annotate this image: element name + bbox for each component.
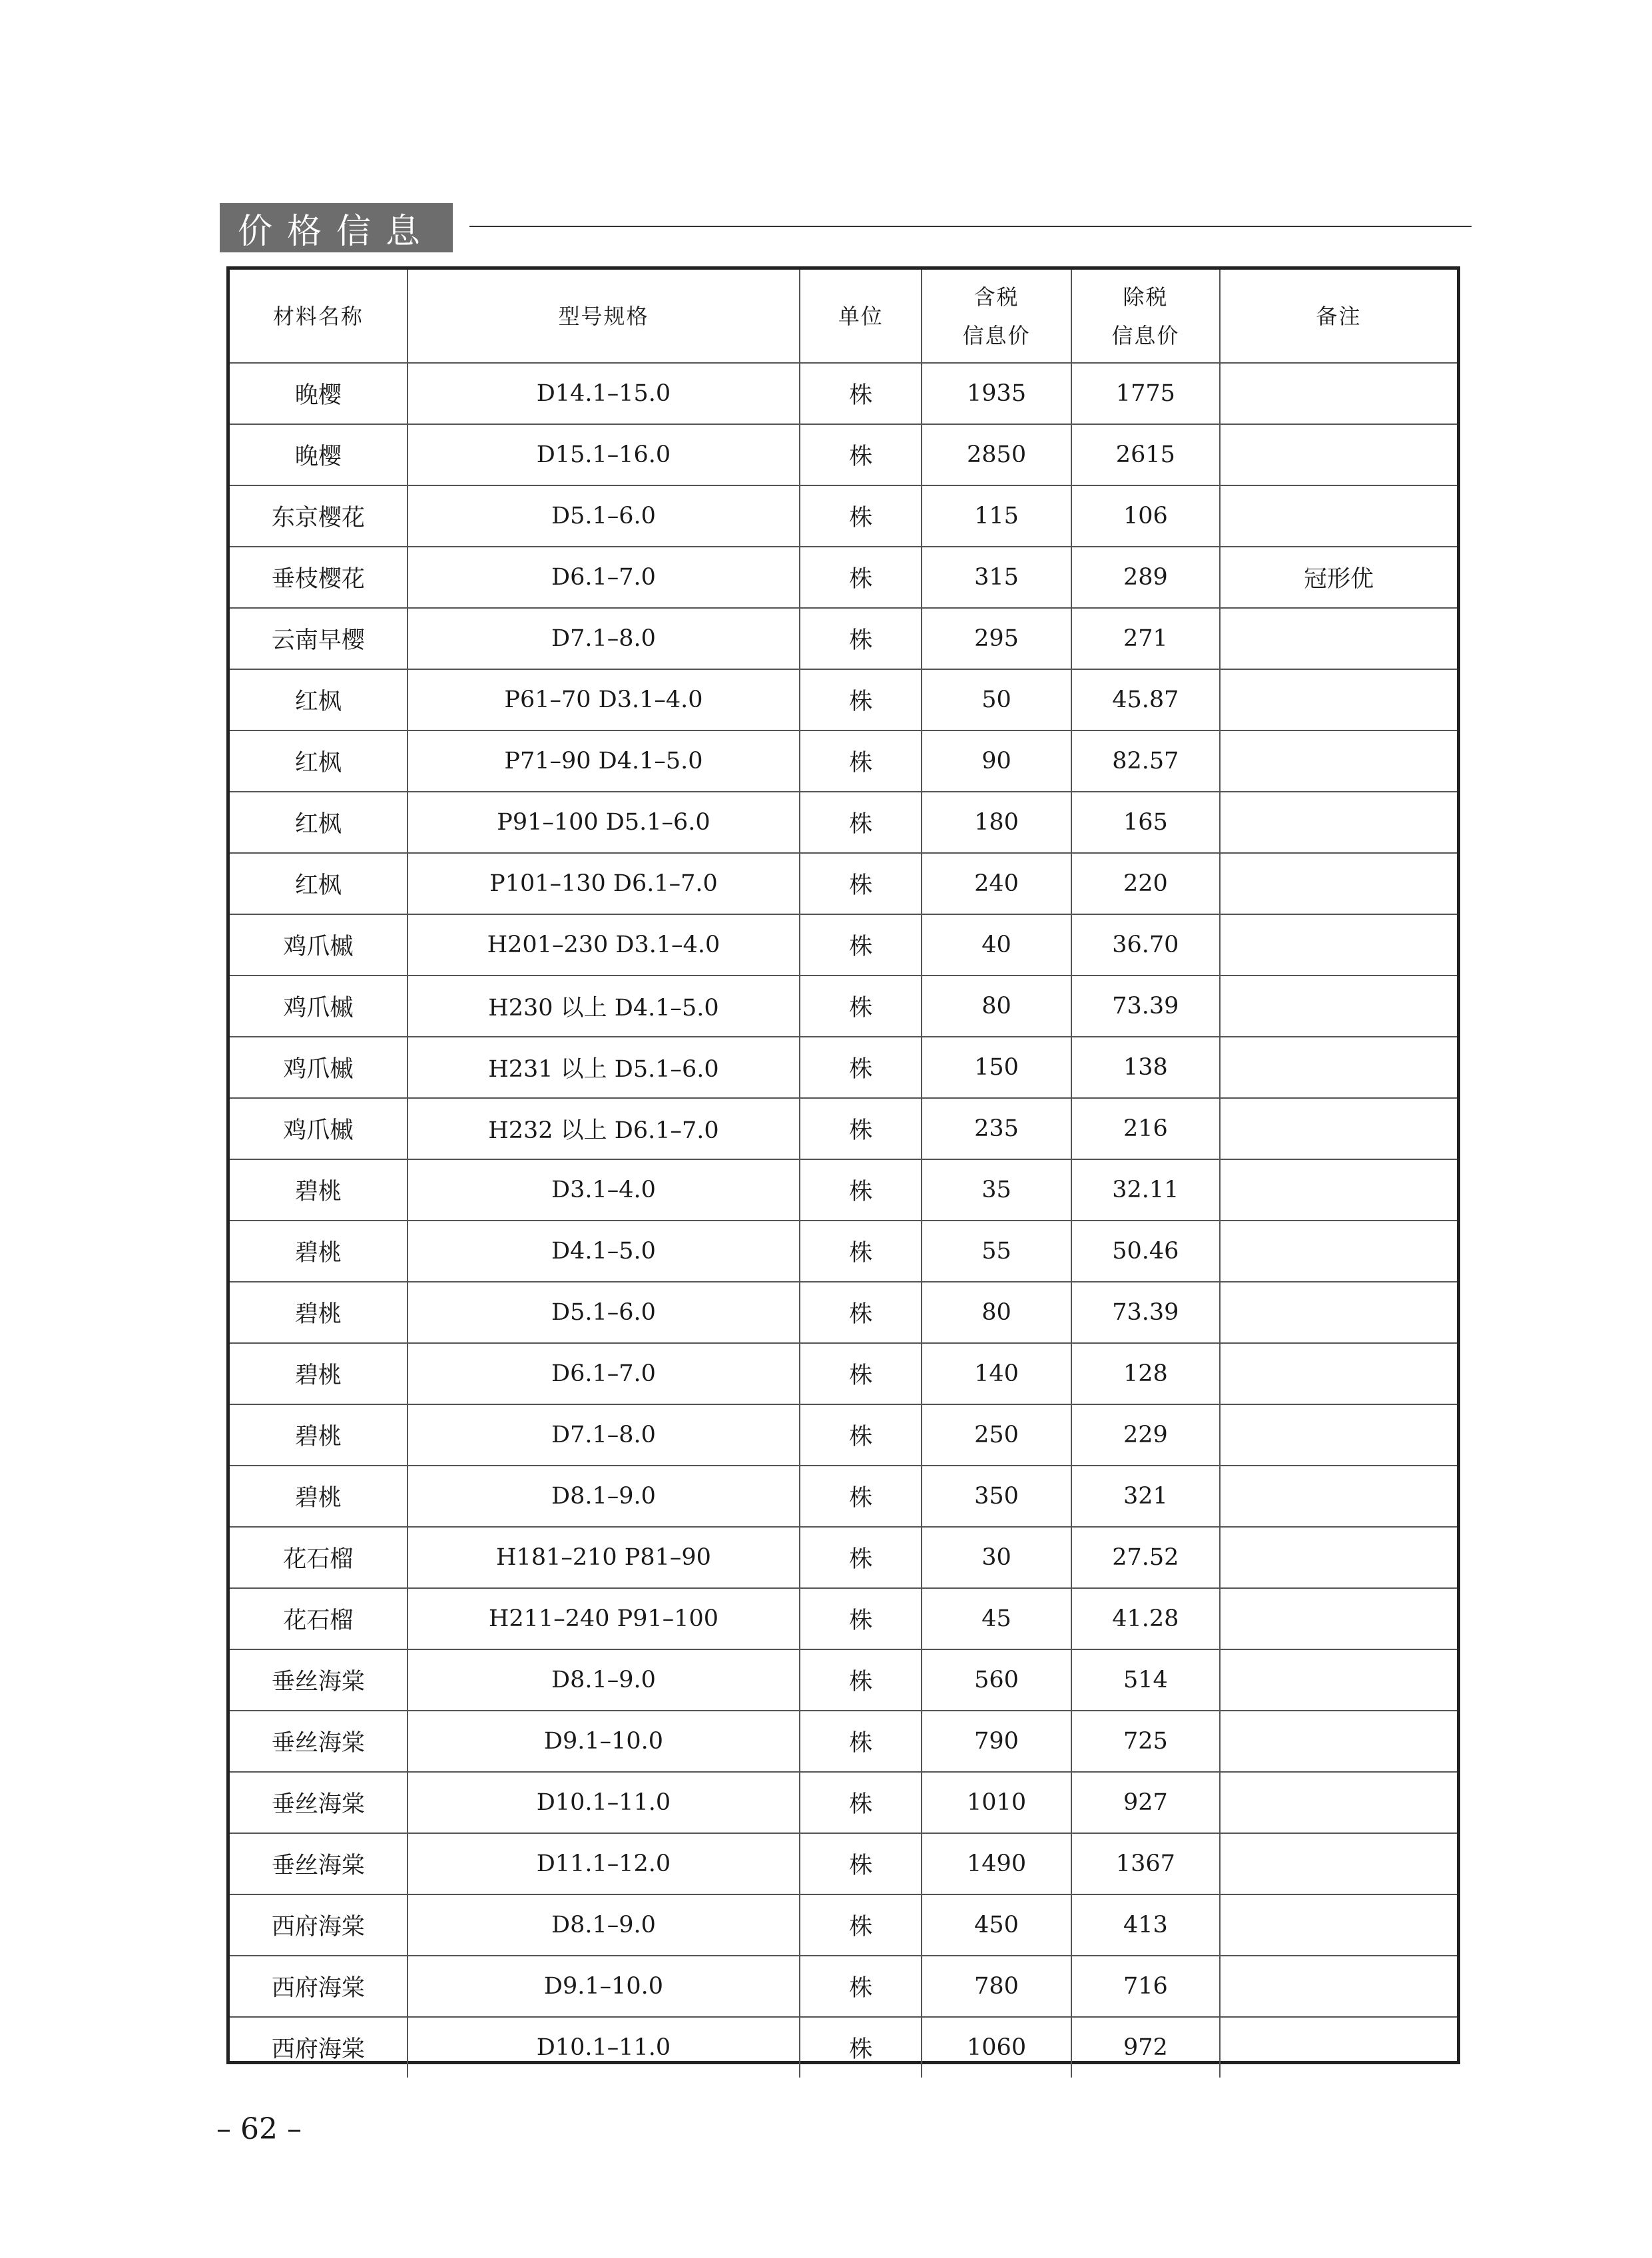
cell-unit: 株 bbox=[800, 608, 922, 669]
cell-unit: 株 bbox=[800, 669, 922, 730]
cell-material-name: 垂丝海棠 bbox=[230, 1711, 408, 1772]
cell-price-with-tax: 235 bbox=[922, 1098, 1071, 1159]
cell-price-with-tax: 450 bbox=[922, 1894, 1071, 1956]
cell-price-without-tax: 514 bbox=[1071, 1649, 1220, 1711]
cell-unit: 株 bbox=[800, 2017, 922, 2078]
cell-remark bbox=[1220, 1588, 1457, 1649]
cell-price-with-tax: 1010 bbox=[922, 1772, 1071, 1833]
header-price-without-tax bbox=[1071, 270, 1220, 363]
table-row bbox=[230, 424, 1457, 485]
cell-unit: 株 bbox=[800, 1159, 922, 1221]
cell-remark bbox=[1220, 669, 1457, 730]
table-row bbox=[230, 1649, 1457, 1711]
cell-material-name: 碧桃 bbox=[230, 1159, 408, 1221]
cell-price-without-tax: 41.28 bbox=[1071, 1588, 1220, 1649]
cell-price-with-tax: 35 bbox=[922, 1159, 1071, 1221]
cell-price-without-tax: 50.46 bbox=[1071, 1221, 1220, 1282]
cell-remark bbox=[1220, 1527, 1457, 1588]
header-price-with-tax bbox=[922, 270, 1071, 363]
cell-price-without-tax: 165 bbox=[1071, 792, 1220, 853]
cell-spec: D8.1–9.0 bbox=[408, 1466, 800, 1527]
cell-price-with-tax: 2850 bbox=[922, 424, 1071, 485]
table-row bbox=[230, 1037, 1457, 1098]
cell-material-name: 鸡爪槭 bbox=[230, 1037, 408, 1098]
header-price-without-tax-line1: 除税 bbox=[1123, 284, 1169, 310]
table-row bbox=[230, 363, 1457, 424]
price-table-frame bbox=[226, 266, 1460, 2064]
table-row bbox=[230, 976, 1457, 1037]
cell-price-without-tax: 271 bbox=[1071, 608, 1220, 669]
header-unit: 单位 bbox=[800, 270, 922, 363]
cell-price-without-tax: 1367 bbox=[1071, 1833, 1220, 1894]
cell-spec: D7.1–8.0 bbox=[408, 1404, 800, 1466]
cell-remark bbox=[1220, 1894, 1457, 1956]
cell-remark bbox=[1220, 792, 1457, 853]
cell-price-without-tax: 927 bbox=[1071, 1772, 1220, 1833]
cell-material-name: 垂枝樱花 bbox=[230, 547, 408, 608]
cell-unit: 株 bbox=[800, 1956, 922, 2017]
cell-material-name: 晚樱 bbox=[230, 363, 408, 424]
table-row bbox=[230, 1956, 1457, 2017]
cell-material-name: 西府海棠 bbox=[230, 1956, 408, 2017]
cell-unit: 株 bbox=[800, 976, 922, 1037]
table-row bbox=[230, 1282, 1457, 1343]
table-row bbox=[230, 1221, 1457, 1282]
table-row bbox=[230, 853, 1457, 914]
cell-remark bbox=[1220, 1404, 1457, 1466]
cell-remark bbox=[1220, 608, 1457, 669]
cell-material-name: 红枫 bbox=[230, 853, 408, 914]
cell-spec: D9.1–10.0 bbox=[408, 1711, 800, 1772]
cell-price-without-tax: 1775 bbox=[1071, 363, 1220, 424]
cell-material-name: 鸡爪槭 bbox=[230, 976, 408, 1037]
cell-remark: 冠形优 bbox=[1220, 547, 1457, 608]
section-title: 价格信息 bbox=[220, 203, 453, 252]
header-price-with-tax-line2: 信息价 bbox=[962, 322, 1031, 348]
cell-spec: P71–90 D4.1–5.0 bbox=[408, 730, 800, 792]
cell-price-with-tax: 560 bbox=[922, 1649, 1071, 1711]
cell-material-name: 东京樱花 bbox=[230, 485, 408, 547]
cell-price-without-tax: 216 bbox=[1071, 1098, 1220, 1159]
cell-price-with-tax: 1060 bbox=[922, 2017, 1071, 2078]
page-number: – 62 – bbox=[216, 2112, 302, 2146]
cell-spec: P91–100 D5.1–6.0 bbox=[408, 792, 800, 853]
cell-material-name: 云南早樱 bbox=[230, 608, 408, 669]
cell-unit: 株 bbox=[800, 1711, 922, 1772]
cell-remark bbox=[1220, 1833, 1457, 1894]
cell-unit: 株 bbox=[800, 1527, 922, 1588]
cell-spec: H230 以上 D4.1–5.0 bbox=[408, 976, 800, 1037]
cell-remark bbox=[1220, 1282, 1457, 1343]
cell-price-with-tax: 140 bbox=[922, 1343, 1071, 1404]
cell-unit: 株 bbox=[800, 1282, 922, 1343]
cell-price-without-tax: 289 bbox=[1071, 547, 1220, 608]
cell-material-name: 碧桃 bbox=[230, 1343, 408, 1404]
cell-material-name: 垂丝海棠 bbox=[230, 1833, 408, 1894]
table-row bbox=[230, 669, 1457, 730]
cell-material-name: 垂丝海棠 bbox=[230, 1772, 408, 1833]
cell-spec: H211–240 P91–100 bbox=[408, 1588, 800, 1649]
cell-spec: H232 以上 D6.1–7.0 bbox=[408, 1098, 800, 1159]
cell-spec: P101–130 D6.1–7.0 bbox=[408, 853, 800, 914]
cell-unit: 株 bbox=[800, 792, 922, 853]
cell-price-with-tax: 80 bbox=[922, 976, 1071, 1037]
table-row bbox=[230, 547, 1457, 608]
cell-price-without-tax: 27.52 bbox=[1071, 1527, 1220, 1588]
cell-material-name: 花石榴 bbox=[230, 1588, 408, 1649]
cell-price-without-tax: 220 bbox=[1071, 853, 1220, 914]
cell-unit: 株 bbox=[800, 853, 922, 914]
cell-material-name: 西府海棠 bbox=[230, 1894, 408, 1956]
cell-unit: 株 bbox=[800, 1466, 922, 1527]
cell-remark bbox=[1220, 2017, 1457, 2078]
cell-material-name: 西府海棠 bbox=[230, 2017, 408, 2078]
cell-price-without-tax: 2615 bbox=[1071, 424, 1220, 485]
cell-price-without-tax: 138 bbox=[1071, 1037, 1220, 1098]
table-row bbox=[230, 1772, 1457, 1833]
cell-price-without-tax: 321 bbox=[1071, 1466, 1220, 1527]
cell-spec: D11.1–12.0 bbox=[408, 1833, 800, 1894]
header-material-name: 材料名称 bbox=[230, 270, 408, 363]
cell-price-with-tax: 295 bbox=[922, 608, 1071, 669]
table-row bbox=[230, 792, 1457, 853]
table-row bbox=[230, 1894, 1457, 1956]
cell-spec: D6.1–7.0 bbox=[408, 1343, 800, 1404]
cell-unit: 株 bbox=[800, 1098, 922, 1159]
cell-remark bbox=[1220, 1772, 1457, 1833]
cell-price-with-tax: 40 bbox=[922, 914, 1071, 976]
cell-material-name: 鸡爪槭 bbox=[230, 1098, 408, 1159]
table-row bbox=[230, 608, 1457, 669]
table-row bbox=[230, 1159, 1457, 1221]
cell-price-with-tax: 90 bbox=[922, 730, 1071, 792]
table-row bbox=[230, 914, 1457, 976]
cell-price-with-tax: 80 bbox=[922, 1282, 1071, 1343]
cell-spec: D10.1–11.0 bbox=[408, 1772, 800, 1833]
cell-price-without-tax: 229 bbox=[1071, 1404, 1220, 1466]
cell-price-with-tax: 790 bbox=[922, 1711, 1071, 1772]
table-row bbox=[230, 1404, 1457, 1466]
cell-spec: H181–210 P81–90 bbox=[408, 1527, 800, 1588]
cell-material-name: 晚樱 bbox=[230, 424, 408, 485]
header-remark: 备注 bbox=[1220, 270, 1457, 363]
cell-spec: D3.1–4.0 bbox=[408, 1159, 800, 1221]
cell-price-with-tax: 150 bbox=[922, 1037, 1071, 1098]
cell-unit: 株 bbox=[800, 363, 922, 424]
cell-material-name: 碧桃 bbox=[230, 1282, 408, 1343]
cell-spec: D10.1–11.0 bbox=[408, 2017, 800, 2078]
cell-remark bbox=[1220, 1343, 1457, 1404]
cell-price-without-tax: 128 bbox=[1071, 1343, 1220, 1404]
table-row bbox=[230, 1098, 1457, 1159]
cell-spec: H201–230 D3.1–4.0 bbox=[408, 914, 800, 976]
cell-price-with-tax: 1935 bbox=[922, 363, 1071, 424]
cell-remark bbox=[1220, 1221, 1457, 1282]
cell-unit: 株 bbox=[800, 1221, 922, 1282]
cell-remark bbox=[1220, 485, 1457, 547]
cell-price-with-tax: 115 bbox=[922, 485, 1071, 547]
table-header-row bbox=[230, 270, 1457, 363]
cell-price-without-tax: 73.39 bbox=[1071, 1282, 1220, 1343]
cell-price-without-tax: 32.11 bbox=[1071, 1159, 1220, 1221]
cell-price-with-tax: 350 bbox=[922, 1466, 1071, 1527]
cell-remark bbox=[1220, 1711, 1457, 1772]
cell-spec: D6.1–7.0 bbox=[408, 547, 800, 608]
cell-price-without-tax: 36.70 bbox=[1071, 914, 1220, 976]
cell-price-with-tax: 50 bbox=[922, 669, 1071, 730]
cell-material-name: 鸡爪槭 bbox=[230, 914, 408, 976]
table-row bbox=[230, 730, 1457, 792]
cell-price-without-tax: 413 bbox=[1071, 1894, 1220, 1956]
cell-price-without-tax: 972 bbox=[1071, 2017, 1220, 2078]
cell-material-name: 碧桃 bbox=[230, 1404, 408, 1466]
table-row bbox=[230, 1527, 1457, 1588]
cell-price-with-tax: 180 bbox=[922, 792, 1071, 853]
cell-remark bbox=[1220, 1466, 1457, 1527]
cell-spec: D5.1–6.0 bbox=[408, 1282, 800, 1343]
cell-spec: D14.1–15.0 bbox=[408, 363, 800, 424]
cell-remark bbox=[1220, 914, 1457, 976]
header-price-with-tax-line1: 含税 bbox=[973, 284, 1019, 310]
cell-spec: H231 以上 D5.1–6.0 bbox=[408, 1037, 800, 1098]
cell-price-without-tax: 716 bbox=[1071, 1956, 1220, 2017]
cell-price-without-tax: 725 bbox=[1071, 1711, 1220, 1772]
cell-price-with-tax: 30 bbox=[922, 1527, 1071, 1588]
cell-remark bbox=[1220, 1098, 1457, 1159]
cell-price-with-tax: 240 bbox=[922, 853, 1071, 914]
table-row bbox=[230, 1466, 1457, 1527]
cell-unit: 株 bbox=[800, 1404, 922, 1466]
cell-spec: D9.1–10.0 bbox=[408, 1956, 800, 2017]
cell-remark bbox=[1220, 363, 1457, 424]
cell-unit: 株 bbox=[800, 1894, 922, 1956]
cell-material-name: 花石榴 bbox=[230, 1527, 408, 1588]
price-table bbox=[230, 270, 1457, 2078]
cell-spec: D4.1–5.0 bbox=[408, 1221, 800, 1282]
cell-remark bbox=[1220, 424, 1457, 485]
cell-spec: P61–70 D3.1–4.0 bbox=[408, 669, 800, 730]
cell-spec: D8.1–9.0 bbox=[408, 1649, 800, 1711]
cell-material-name: 碧桃 bbox=[230, 1466, 408, 1527]
cell-spec: D8.1–9.0 bbox=[408, 1894, 800, 1956]
header-price-without-tax-line2: 信息价 bbox=[1111, 322, 1180, 348]
table-row bbox=[230, 1588, 1457, 1649]
cell-spec: D7.1–8.0 bbox=[408, 608, 800, 669]
table-row bbox=[230, 1833, 1457, 1894]
cell-price-without-tax: 45.87 bbox=[1071, 669, 1220, 730]
cell-unit: 株 bbox=[800, 424, 922, 485]
cell-remark bbox=[1220, 1037, 1457, 1098]
cell-unit: 株 bbox=[800, 1588, 922, 1649]
cell-material-name: 垂丝海棠 bbox=[230, 1649, 408, 1711]
cell-price-with-tax: 250 bbox=[922, 1404, 1071, 1466]
cell-unit: 株 bbox=[800, 730, 922, 792]
cell-price-with-tax: 55 bbox=[922, 1221, 1071, 1282]
cell-unit: 株 bbox=[800, 1649, 922, 1711]
cell-price-without-tax: 73.39 bbox=[1071, 976, 1220, 1037]
cell-remark bbox=[1220, 1956, 1457, 2017]
header-spec: 型号规格 bbox=[408, 270, 800, 363]
cell-remark bbox=[1220, 853, 1457, 914]
table-row bbox=[230, 2017, 1457, 2078]
cell-remark bbox=[1220, 1159, 1457, 1221]
cell-price-with-tax: 315 bbox=[922, 547, 1071, 608]
cell-material-name: 红枫 bbox=[230, 792, 408, 853]
cell-remark bbox=[1220, 730, 1457, 792]
cell-remark bbox=[1220, 1649, 1457, 1711]
cell-spec: D5.1–6.0 bbox=[408, 485, 800, 547]
cell-unit: 株 bbox=[800, 914, 922, 976]
cell-price-with-tax: 780 bbox=[922, 1956, 1071, 2017]
header-rule bbox=[469, 226, 1472, 227]
table-row bbox=[230, 1343, 1457, 1404]
cell-material-name: 红枫 bbox=[230, 669, 408, 730]
cell-price-with-tax: 1490 bbox=[922, 1833, 1071, 1894]
cell-price-with-tax: 45 bbox=[922, 1588, 1071, 1649]
cell-price-without-tax: 106 bbox=[1071, 485, 1220, 547]
cell-unit: 株 bbox=[800, 1833, 922, 1894]
cell-spec: D15.1–16.0 bbox=[408, 424, 800, 485]
cell-material-name: 碧桃 bbox=[230, 1221, 408, 1282]
cell-remark bbox=[1220, 976, 1457, 1037]
cell-material-name: 红枫 bbox=[230, 730, 408, 792]
cell-unit: 株 bbox=[800, 485, 922, 547]
table-row bbox=[230, 1711, 1457, 1772]
cell-unit: 株 bbox=[800, 1343, 922, 1404]
cell-price-without-tax: 82.57 bbox=[1071, 730, 1220, 792]
cell-unit: 株 bbox=[800, 547, 922, 608]
cell-unit: 株 bbox=[800, 1772, 922, 1833]
cell-unit: 株 bbox=[800, 1037, 922, 1098]
table-row bbox=[230, 485, 1457, 547]
